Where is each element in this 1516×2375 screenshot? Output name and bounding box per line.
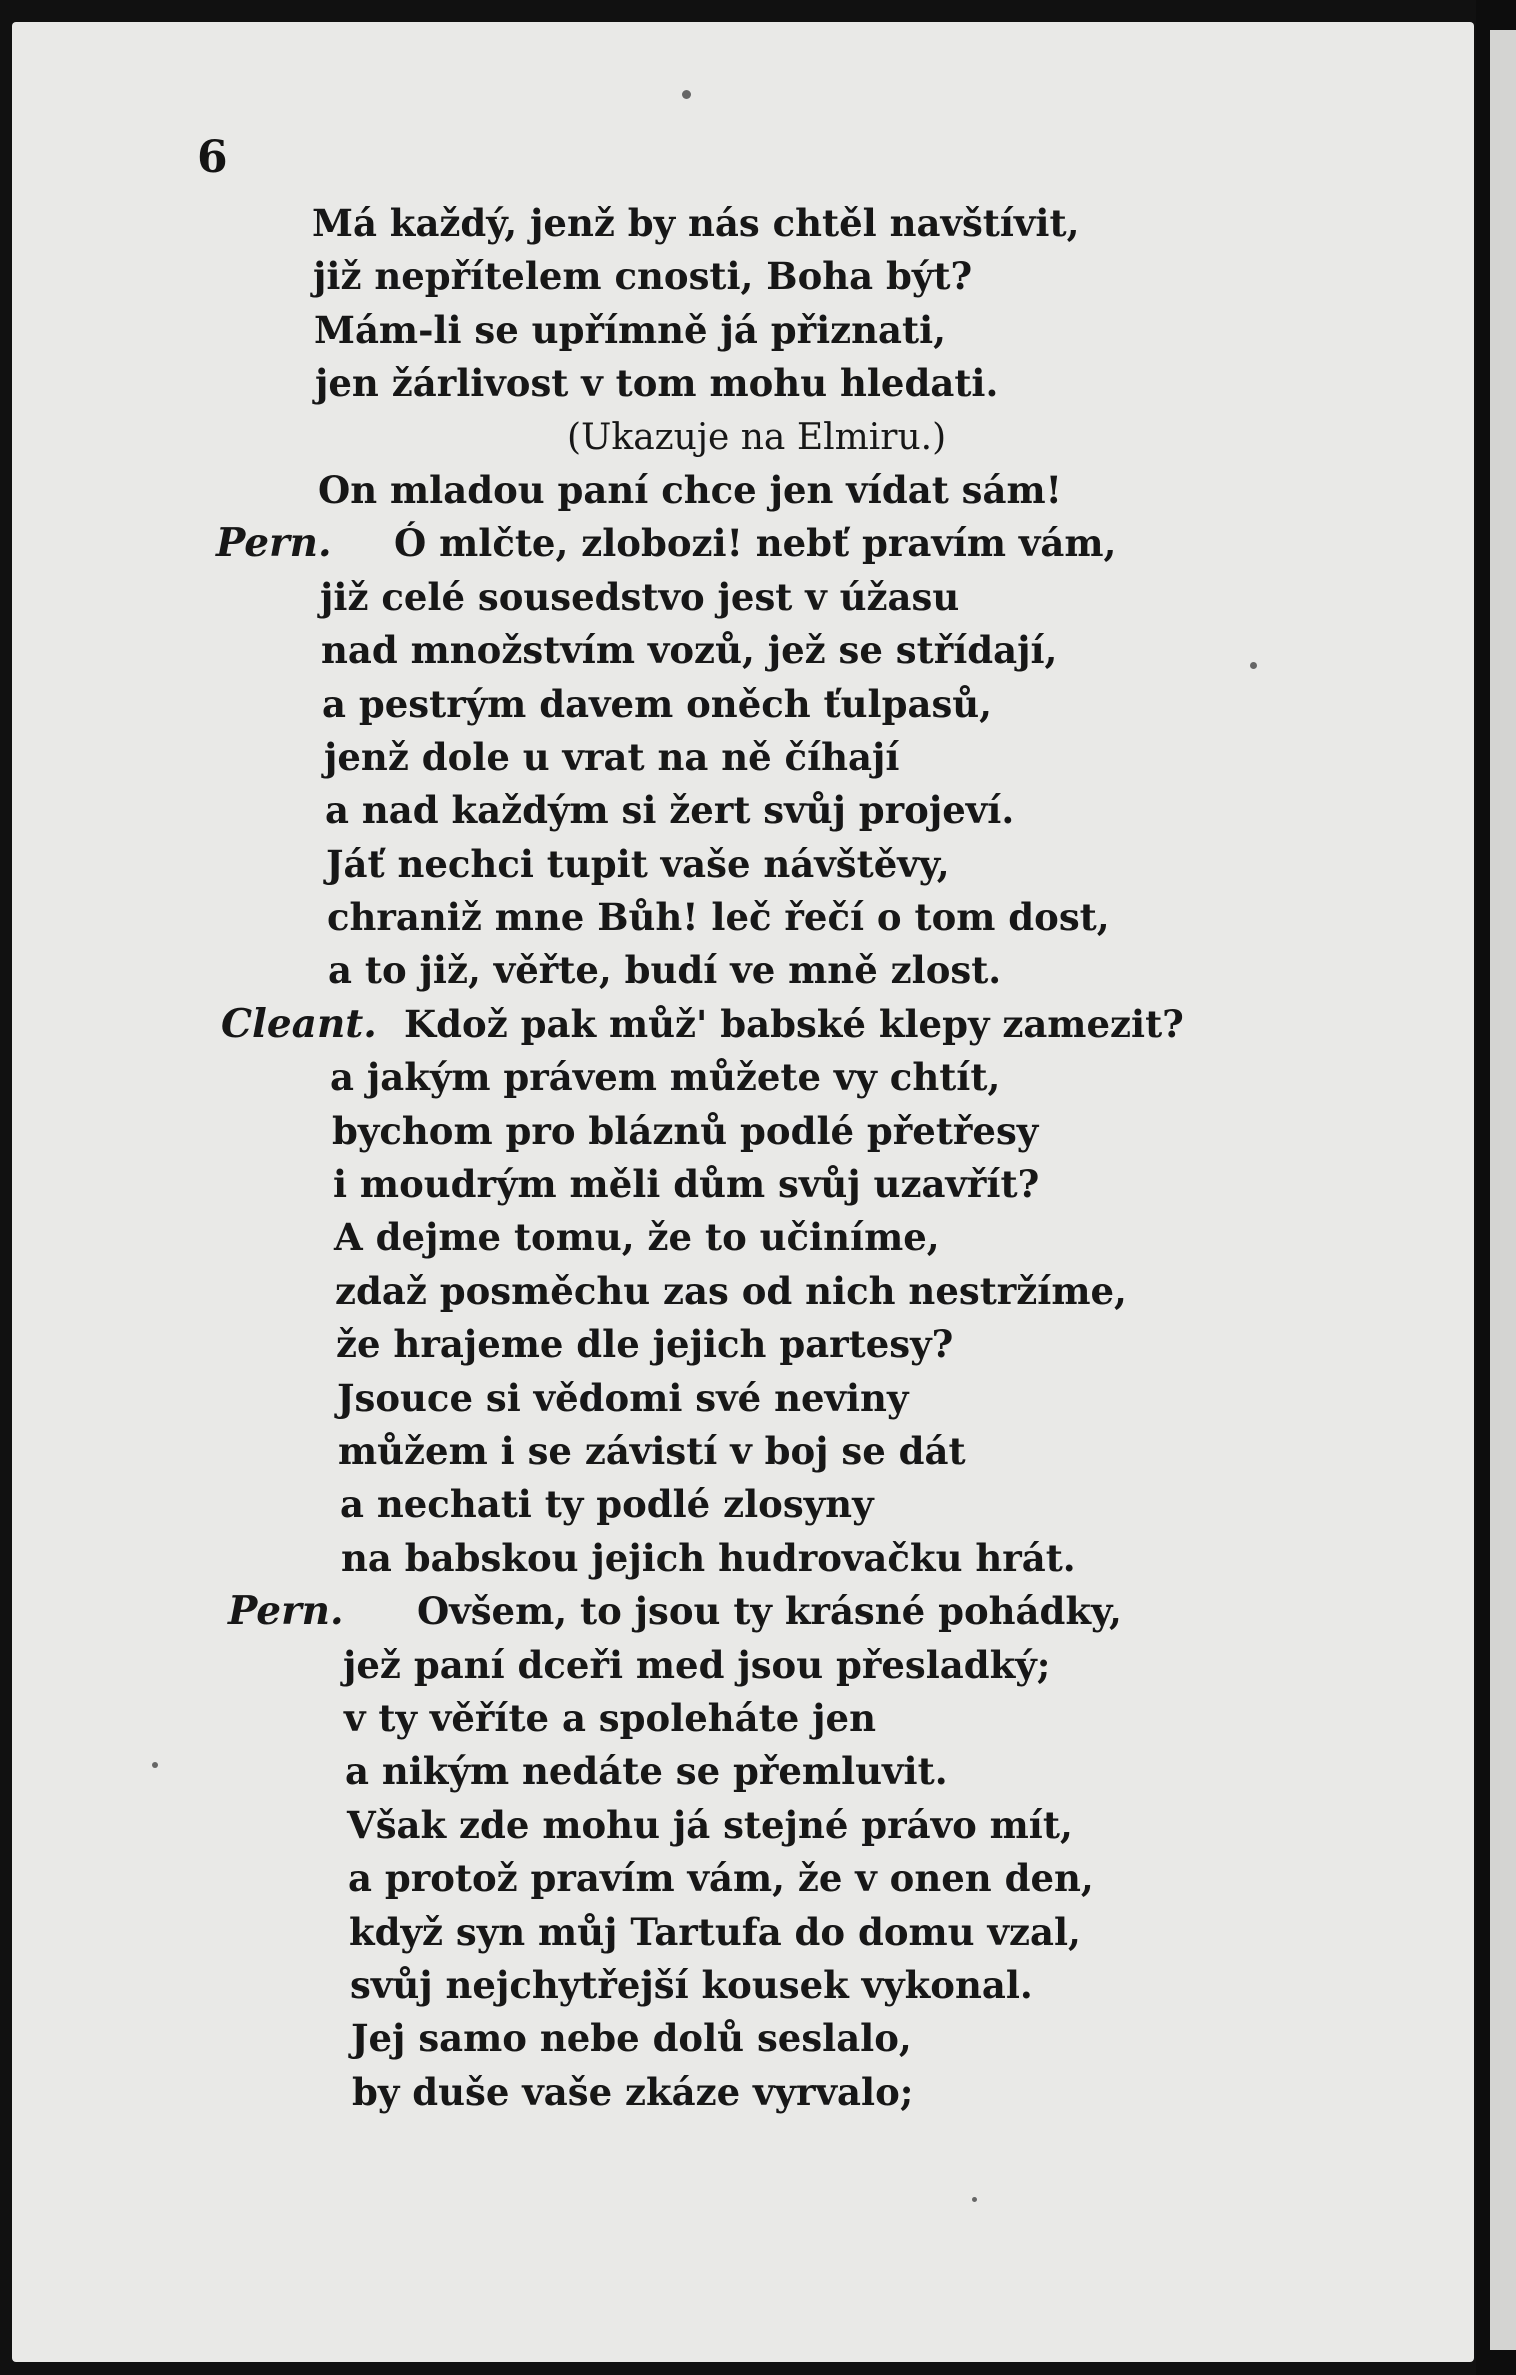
verse-line-text: Ó mlčte, zlobozi! nebť pravím vám, [394,521,1117,566]
verse-line [12,304,1474,357]
verse-line [12,2066,1474,2119]
verse-line-text: chraniž mne Bůh! leč řečí o tom dost, [327,895,1110,940]
verse-line [12,1211,1474,1264]
verse-line-text: Mám-li se upřímně já přiznati, [314,307,947,352]
verse-line [12,1852,1474,1905]
verse-line-text: Jáť nechci tupit vaše návštěvy, [326,841,950,886]
verse-line [12,197,1474,250]
verse-line [12,1745,1474,1798]
speaker-name: Cleant. [221,1000,377,1047]
verse-line [12,784,1474,837]
verse-line-text: Kdož pak můž' babské klepy zamezit? [404,1001,1184,1046]
verse-line-text: již celé sousedstvo jest v úžasu [320,574,960,619]
verse-line-text: a to již, věřte, budí ve mně zlost. [328,948,1002,993]
verse-line-text: již nepřítelem cnosti, Boha být? [313,254,973,299]
verse-line [12,517,1474,570]
verse-line [12,357,1474,410]
verse-line [12,998,1474,1051]
verse-line-text: a protož pravím vám, že v onen den, [348,1856,1094,1901]
verse-line-text: On mladou paní chce jen vídat sám! [318,467,1062,512]
verse-line-text: Jej samo nebe dolů seslalo, [351,2016,912,2061]
verse-line-text: a nad každým si žert svůj projeví. [325,788,1015,833]
verse-line-text: jen žárlivost v tom mohu hledati. [315,361,999,406]
page-number: 6 [197,132,228,183]
verse-line-text: zdaž posměchu zas od nich nestržíme, [335,1268,1127,1313]
verse-line [12,891,1474,944]
verse-line [12,1318,1474,1371]
verse-line [12,1692,1474,1745]
verse-line [12,1105,1474,1158]
verse-line [12,1051,1474,1104]
verse-line [12,1265,1474,1318]
verse-line-text: můžem i se závistí v boj se dát [338,1428,966,1473]
verse-line-text: a pestrým davem oněch ťulpasů, [322,681,993,726]
verse-line [12,731,1474,784]
verse-line-text: jenž dole u vrat na ně číhají [324,734,900,779]
verse-line [12,250,1474,303]
verse-line-text: Jsouce si vědomi své neviny [337,1375,909,1420]
verse-line-text: bychom pro bláznů podlé přetřesy [332,1108,1039,1153]
verse-line-text: svůj nejchytřejší kousek vykonal. [350,1962,1033,2007]
verse-line [12,411,1474,464]
ink-speck [972,2197,977,2202]
verse-line [12,1372,1474,1425]
stage-direction: (Ukazuje na Elmiru.) [567,416,947,458]
verse-line-text: a jakým právem můžete vy chtít, [330,1055,1001,1100]
scan-adjacent-page-strip [1490,30,1516,2350]
verse-line [12,1425,1474,1478]
verse-line [12,1532,1474,1585]
verse-line-text: v ty věříte a spoleháte jen [344,1695,877,1740]
verse-line-text: když syn můj Tartufa do domu vzal, [349,1909,1081,1954]
verse-line [12,1158,1474,1211]
ink-speck [682,90,691,99]
verse-line-text: by duše vaše zkáze vyrvalo; [352,2069,914,2114]
verse-line [12,1639,1474,1692]
verse-line [12,1799,1474,1852]
verse-line [12,1478,1474,1531]
verse-line [12,1585,1474,1638]
verse-line [12,2012,1474,2065]
verse-line-text: Ovšem, to jsou ty krásné pohádky, [417,1589,1122,1634]
verse-line [12,1959,1474,2012]
book-page [12,22,1474,2362]
verse-line-text: Má každý, jenž by nás chtěl navštívit, [312,201,1080,245]
verse-line [12,838,1474,891]
verse-line [12,464,1474,517]
verse-line [12,678,1474,731]
speaker-name: Pern. [216,520,332,567]
verse-line-text: a nechati ty podlé zlosyny [340,1482,874,1527]
speaker-name: Pern. [228,1588,344,1635]
verse-line-text: a nikým nedáte se přemluvit. [345,1749,948,1794]
verse-line [12,944,1474,997]
verse-text [12,197,1474,2119]
verse-line-text: na babskou jejich hudrovačku hrát. [341,1535,1076,1580]
verse-line-text: i moudrým měli dům svůj uzavřít? [333,1162,1040,1207]
verse-line-text: Však zde mohu já stejné právo mít, [347,1802,1073,1847]
verse-line-text: jež paní dceři med jsou přesladký; [343,1642,1051,1687]
verse-line [12,1906,1474,1959]
verse-line [12,571,1474,624]
verse-line-text: nad množstvím vozů, jež se střídají, [321,628,1058,673]
verse-line [12,624,1474,677]
verse-line-text: že hrajeme dle jejich partesy? [336,1322,954,1367]
verse-line-text: A dejme tomu, že to učiníme, [334,1215,940,1260]
